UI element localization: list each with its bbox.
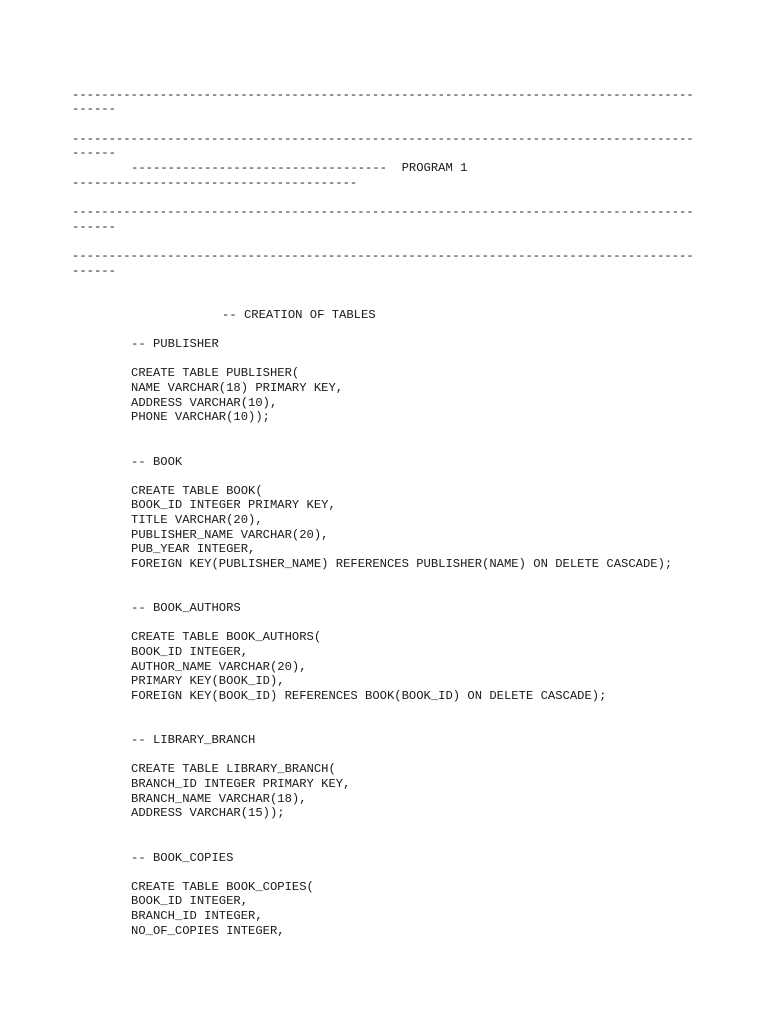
sql-line: CREATE TABLE BOOK(	[131, 484, 263, 498]
sql-line: TITLE VARCHAR(20),	[131, 513, 263, 527]
sql-line: CREATE TABLE LIBRARY_BRANCH(	[131, 762, 336, 776]
sql-line: BRANCH_ID INTEGER PRIMARY KEY,	[131, 777, 351, 791]
sql-comment: -- BOOK_AUTHORS	[131, 601, 241, 615]
sql-line: CREATE TABLE BOOK_COPIES(	[131, 880, 314, 894]
separator-line: -------------------------------------------------------------------------------------	[72, 205, 694, 219]
sql-line: CREATE TABLE PUBLISHER(	[131, 366, 300, 380]
sql-line: AUTHOR_NAME VARCHAR(20),	[131, 660, 307, 674]
sql-line: BOOK_ID INTEGER,	[131, 894, 249, 908]
sql-line: ADDRESS VARCHAR(10),	[131, 396, 278, 410]
sql-comment: -- BOOK_COPIES	[131, 851, 234, 865]
sql-line: BRANCH_NAME VARCHAR(18),	[131, 792, 307, 806]
program-title: ----------------------------------- PROGRAM 1	[131, 161, 468, 175]
sql-line: ADDRESS VARCHAR(15));	[131, 806, 285, 820]
separator-line: -------------------------------------------------------------------------------------	[72, 88, 694, 102]
separator-line: ------	[72, 220, 116, 234]
sql-line: FOREIGN KEY(PUBLISHER_NAME) REFERENCES PUBLISHER(NAME) ON DELETE CASCADE);	[131, 557, 673, 571]
sql-line: BRANCH_ID INTEGER,	[131, 909, 263, 923]
sql-line: BOOK_ID INTEGER PRIMARY KEY,	[131, 498, 336, 512]
sql-line: BOOK_ID INTEGER,	[131, 645, 249, 659]
sql-line: PHONE VARCHAR(10));	[131, 410, 270, 424]
sql-line: NAME VARCHAR(18) PRIMARY KEY,	[131, 381, 344, 395]
sql-line: PUB_YEAR INTEGER,	[131, 542, 256, 556]
sql-line: FOREIGN KEY(BOOK_ID) REFERENCES BOOK(BOOK_ID) ON DELETE CASCADE);	[131, 689, 607, 703]
separator-line: -------------------------------------------------------------------------------------	[72, 249, 694, 263]
sql-line: PRIMARY KEY(BOOK_ID),	[131, 674, 285, 688]
separator-line: -------------------------------------------------------------------------------------	[72, 132, 694, 146]
sql-line: NO_OF_COPIES INTEGER,	[131, 924, 285, 938]
separator-line: ------	[72, 102, 116, 116]
separator-line: ------	[72, 264, 116, 278]
separator-line: ---------------------------------------	[72, 176, 358, 190]
sql-line: PUBLISHER_NAME VARCHAR(20),	[131, 528, 329, 542]
separator-line: ------	[72, 146, 116, 160]
sql-line: CREATE TABLE BOOK_AUTHORS(	[131, 630, 322, 644]
sql-comment: -- PUBLISHER	[131, 337, 219, 351]
sql-comment: -- LIBRARY_BRANCH	[131, 733, 256, 747]
section-heading: -- CREATION OF TABLES	[222, 308, 376, 322]
sql-comment: -- BOOK	[131, 455, 183, 469]
